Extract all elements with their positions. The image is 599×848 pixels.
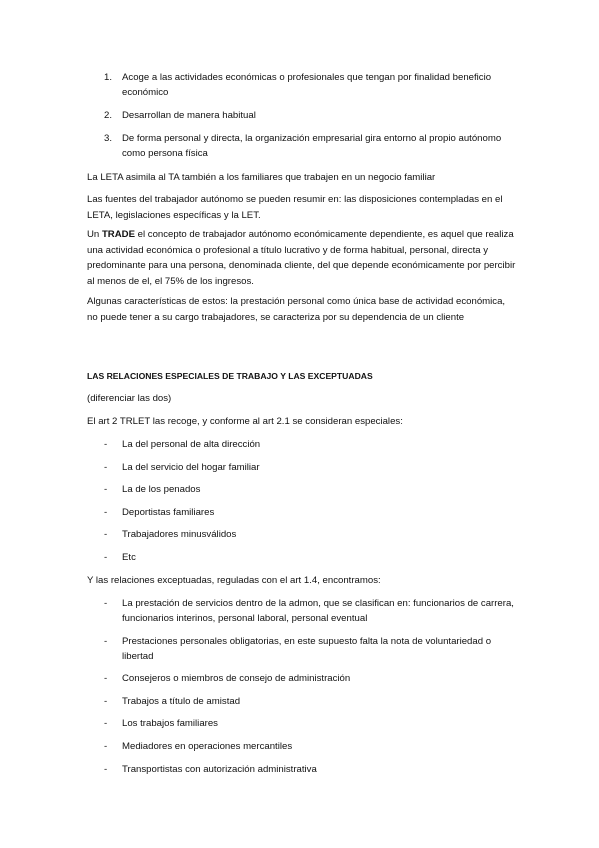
list-number: 2. [104,110,113,121]
paragraph-trade-body: el concepto de trabajador autónomo económicamente dependiente, es aquel que realiza una actividad económica o profesional a título lucrativo y de forma habitual, personal, directa y predominante para una persona, denominada cliente, del que depende económicamente por percibir al menos de el, el 75% de los ingresos. [87,229,516,287]
list-dash: - [104,462,108,473]
list-item-text: La del servicio del hogar familiar [122,462,260,473]
list-item-text: Los trabajos familiares [122,718,218,729]
list-dash: - [104,741,108,752]
list-item-text: Trabajadores minusválidos [122,529,237,540]
paragraph-diferenciar: (diferenciar las dos) [87,393,172,404]
list-dash: - [104,673,108,684]
list-item-text: Mediadores en operaciones mercantiles [122,741,293,752]
list-item-text: Deportistas familiares [122,507,215,518]
trade-term: TRADE [101,229,135,240]
paragraph-fuentes: Las fuentes del trabajador autónomo se pueden resumir en: las disposiciones contempladas en el LETA, legislaciones específicas y la LET. [87,194,503,221]
list-dash: - [104,529,108,540]
list-item-text: La de los penados [122,484,201,495]
list-dash: - [104,552,108,563]
list-item-text: Prestaciones personales obligatorias, en este supuesto falta la nota de voluntariedad o libertad [122,636,492,662]
list-dash: - [104,718,108,729]
list-item-text: Etc [122,552,136,563]
list-number: 3. [104,133,113,144]
paragraph-caracteristicas: Algunas características de estos: la prestación personal como única base de actividad económica, no puede tener a su cargo trabajadores, se caracteriza por su dependencia de un cliente [87,296,506,323]
list-item-text: La del personal de alta dirección [122,439,261,450]
paragraph-leta: La LETA asimila al TA también a los familiares que trabajen en un negocio familiar [87,172,436,183]
list-item-text: Transportistas con autorización administrativa [122,764,317,775]
paragraph-art2-intro: El art 2 TRLET las recoge, y conforme al art 2.1 se consideran especiales: [87,416,403,427]
paragraph-trade-lead: Un [87,229,102,240]
list-dash: - [104,484,108,495]
list-item-text: Acoge a las actividades económicas o profesionales que tengan por finalidad beneficio económico [122,72,492,98]
list-dash: - [104,507,108,518]
list-item-text: Consejeros o miembros de consejo de administración [122,673,351,684]
list-item-text: La prestación de servicios dentro de la admon, que se clasifican en: funcionarios de carrera, funcionarios interinos, personal laboral, personal eventual [122,598,514,624]
section-heading: LAS RELACIONES ESPECIALES DE TRABAJO Y LAS EXCEPTUADAS [87,371,373,381]
list-item-text: Desarrollan de manera habitual [122,110,256,121]
list-dash: - [104,764,108,775]
paragraph-trade [87,227,517,289]
list-dash: - [104,439,108,450]
list-dash: - [104,696,108,707]
list-item-text: De forma personal y directa, la organización empresarial gira entorno al propio autónomo como persona física [122,133,502,159]
list-item-text: Trabajos a título de amistad [122,696,241,707]
list-dash: - [104,598,108,609]
list-number: 1. [104,72,113,83]
list-dash: - [104,636,108,647]
paragraph-exceptuadas-intro: Y las relaciones exceptuadas, reguladas con el art 1.4, encontramos: [87,575,381,586]
